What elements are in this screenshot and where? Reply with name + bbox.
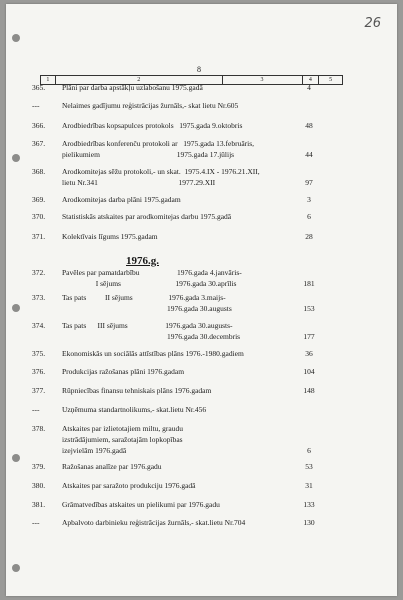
- item-description: Uzņēmuma standartnolikums,- skat.lietu Nr.456: [62, 405, 207, 414]
- item-number: 369.: [32, 195, 46, 204]
- item-number: ---: [32, 101, 40, 110]
- binder-holes: [12, 4, 26, 596]
- item-description: Atskaites par izlietotajiem miltu, graudu izstrādājumiem, saražotajām lopkopības izejvielām 1976.gadā: [62, 424, 184, 455]
- item-sheet-count: 36: [305, 349, 313, 358]
- item-description: Rūpniecības finansu tehniskais plāns 1976.gadam: [62, 386, 212, 395]
- item-sheet-count: 133: [303, 500, 315, 509]
- item-number: 378.: [32, 424, 46, 433]
- item-number: 372.: [32, 268, 46, 277]
- column-header: 1: [41, 76, 56, 84]
- item-description: Grāmatvedības atskaites un pielikumi par 1976.gadu: [62, 500, 220, 509]
- handwritten-page-number: 26: [364, 16, 381, 31]
- binder-hole: [12, 34, 20, 42]
- item-number: 374.: [32, 321, 46, 330]
- item-sheet-count: 53: [305, 462, 313, 471]
- item-description: Pavēles par pamatdarbību 1976.gada 4.janvāris- I sējums 1976.gada 30.aprīlis: [62, 268, 242, 288]
- item-number: 377.: [32, 386, 46, 395]
- item-sheet-count: 28: [305, 232, 313, 241]
- item-description: Arodkomitejas darba plāni 1975.gadam: [62, 195, 181, 204]
- item-sheet-count: 97: [305, 178, 313, 187]
- item-description: Statistiskās atskaites par arodkomitejas darbu 1975.gadā: [62, 212, 232, 221]
- year-heading: 1976.g.: [126, 255, 159, 267]
- item-number: 365.: [32, 83, 46, 92]
- item-sheet-count: 44: [305, 150, 313, 159]
- page-number: 8: [197, 65, 201, 74]
- item-description: Atskaites par saražoto produkciju 1976.gadā: [62, 481, 196, 490]
- item-number: 381.: [32, 500, 46, 509]
- item-description: Ekonomiskās un sociālās attīstības plāns 1976.-1980.gadiem: [62, 349, 244, 358]
- binder-hole: [12, 454, 20, 462]
- item-description: Produkcijas ražošanas plāni 1976.gadam: [62, 367, 185, 376]
- item-sheet-count: 3: [307, 195, 311, 204]
- item-number: 375.: [32, 349, 46, 358]
- item-description: Arodbiedrības kopsapulces protokols 1975.gada 9.oktobris: [62, 121, 243, 130]
- item-sheet-count: 130: [303, 518, 315, 527]
- item-description: Apbalvoto darbinieku reģistrācijas žurnāls,- skat.lietu Nr.704: [62, 518, 246, 527]
- item-sheet-count: 6: [307, 212, 311, 221]
- binder-hole: [12, 564, 20, 572]
- archive-page: [6, 4, 397, 596]
- column-header: 3: [223, 76, 303, 84]
- column-header: 4: [303, 76, 320, 84]
- item-description: Ražošanas analīze par 1976.gadu: [62, 462, 162, 471]
- item-description: Arodkomitejas sēžu protokoli,- un skat. 1975.4.IX - 1976.21.XII, lietu Nr.341 1977.29.XII: [62, 167, 260, 187]
- item-number: 376.: [32, 367, 46, 376]
- item-number: 380.: [32, 481, 46, 490]
- binder-hole: [12, 304, 20, 312]
- item-description: Plāni par darba apstākļu uzlabošanu 1975.gadā: [62, 83, 203, 92]
- item-sheet-count: 177: [303, 332, 315, 341]
- item-description: Nelaimes gadījumu reģistrācijas žurnāls,- skat lietu Nr.605: [62, 101, 239, 110]
- item-sheet-count: 6: [307, 446, 311, 455]
- item-number: ---: [32, 405, 40, 414]
- item-number: 371.: [32, 232, 46, 241]
- item-sheet-count: 153: [303, 304, 315, 313]
- binder-hole: [12, 154, 20, 162]
- item-description: Tas pats II sējums 1976.gada 3.maijs- 1976.gada 30.augusts: [62, 293, 232, 313]
- item-sheet-count: 31: [305, 481, 313, 490]
- item-number: 367.: [32, 139, 46, 148]
- item-description: Tas pats III sējums 1976.gada 30.augusts- 1976.gada 30.decembris: [62, 321, 241, 341]
- item-sheet-count: 148: [303, 386, 315, 395]
- item-number: 373.: [32, 293, 46, 302]
- item-sheet-count: 181: [303, 279, 315, 288]
- column-header: 2: [56, 76, 223, 84]
- item-number: 368.: [32, 167, 46, 176]
- item-number: 379.: [32, 462, 46, 471]
- item-number: 366.: [32, 121, 46, 130]
- item-number: 370.: [32, 212, 46, 221]
- item-number: ---: [32, 518, 40, 527]
- column-header: 5: [329, 77, 333, 83]
- item-sheet-count: 104: [303, 367, 315, 376]
- item-description: Kolektīvais līgums 1975.gadam: [62, 232, 158, 241]
- item-sheet-count: 4: [307, 83, 311, 92]
- item-description: Arodbiedrības konferenču protokoli ar 1975.gada 13.februāris, pielikumiem 1975.gada 17.jūlijs: [62, 139, 255, 159]
- item-sheet-count: 48: [305, 121, 313, 130]
